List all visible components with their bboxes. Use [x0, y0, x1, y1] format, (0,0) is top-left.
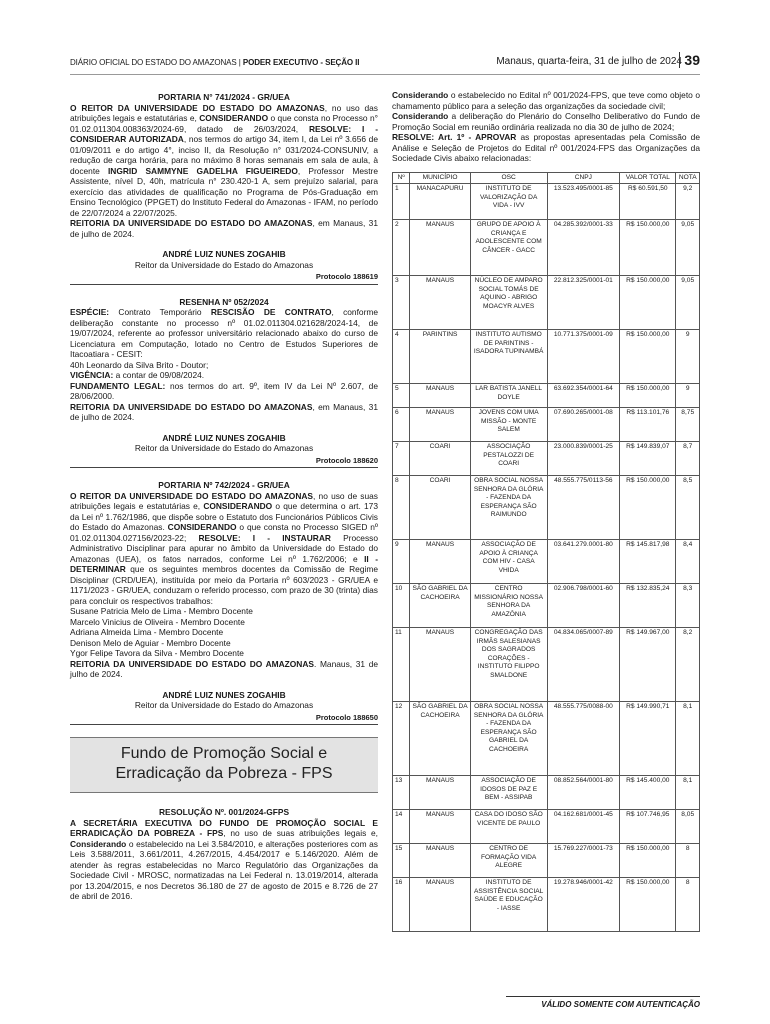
osc-approval-table: [392, 172, 700, 933]
cell-cnpj: 07.690.265/0001-08: [547, 408, 620, 442]
text: o estabelecido na Lei 3.584/2010, e alterações posteriores com as Leis 3.588/2011, 3.661/2011, 4.267/2015, 4.454/2017 e 5.146/2020. Além de atender às regras estabelecidas no Marco Regulatório das Organizações da Sociedade Civil - MROSC, normatizadas na Lei Federal n. 13.019/2014, alterada por 13.204/2015, e nos Decretos 36.180 de 27 de agosto de 2015 e 8.726 de 27 de abril de 2016.: [70, 838, 378, 901]
authentication-footer: VÁLIDO SOMENTE COM AUTENTICAÇÃO: [506, 996, 700, 1009]
text-bold: CONSIDERANDO: [199, 113, 269, 123]
cell-nota: 8: [676, 878, 700, 932]
cell-number: 12: [393, 702, 410, 776]
table-row: [393, 584, 700, 628]
cell-valor: R$ 113.101,76: [620, 408, 676, 442]
protocol-number: Protocolo 188650: [70, 713, 378, 726]
considerando-1: [392, 90, 700, 111]
cell-number: 8: [393, 476, 410, 540]
cell-municipio: MANAUS: [410, 384, 470, 408]
resenha-052-fundamento: [70, 381, 378, 402]
resolucao-001-body: [70, 818, 378, 902]
text-bold: REITORIA DA UNIVERSIDADE DO ESTADO DO AMAZONAS: [70, 218, 313, 228]
cell-number: 4: [393, 330, 410, 384]
table-row: [393, 330, 700, 384]
col-header-osc: OSC: [470, 172, 547, 184]
cell-number: 10: [393, 584, 410, 628]
cell-osc: CENTRO DE FORMAÇÃO VIDA ALEGRE: [470, 844, 547, 878]
cell-municipio: MANAUS: [410, 408, 470, 442]
cell-nota: 8,5: [676, 476, 700, 540]
cell-municipio: MANAUS: [410, 220, 470, 276]
text: o que determina o art. 173 da Lei nº 1.762/1986, que dispõe sobre o Estatuto dos Funcionários Públicos Civis do Estado do Amazonas.: [70, 501, 378, 532]
portaria-742-closing: [70, 659, 378, 680]
cell-cnpj: 04.285.392/0001-33: [547, 220, 620, 276]
cell-osc: OBRA SOCIAL NOSSA SENHORA DA GLÓRIA - FAZENDA DA ESPERANÇA SÃO GABRIEL DA CACHOEIRA: [470, 702, 547, 776]
resolve-art1: [392, 132, 700, 164]
cell-cnpj: 15.769.227/0001-73: [547, 844, 620, 878]
member-line: Ygor Felipe Tavora da Silva - Membro Docente: [70, 648, 244, 658]
col-header-municipio: MUNICÍPIO: [410, 172, 470, 184]
cell-osc: CENTRO MISSIONÁRIO NOSSA SENHORA DA AMAZÔNIA: [470, 584, 547, 628]
table-row: [393, 540, 700, 584]
cell-cnpj: 19.278.946/0001-42: [547, 878, 620, 932]
signer-name: ANDRÉ LUIZ NUNES ZOGAHIB: [162, 432, 286, 443]
cell-osc: ASSOCIAÇÃO DE APOIO À CRIANÇA COM HIV - CASA VHIDA: [470, 540, 547, 584]
cell-cnpj: 63.692.354/0001-64: [547, 384, 620, 408]
text-bold: INGRID SAMMYNE GADELHA FIGUEIREDO: [107, 165, 298, 176]
cell-nota: 8,1: [676, 776, 700, 810]
text: , em Manaus, 31 de julho de 2024.: [70, 401, 378, 422]
cell-number: 9: [393, 540, 410, 584]
cell-municipio: SÃO GABRIEL DA CACHOEIRA: [410, 702, 470, 776]
cell-cnpj: 02.906.798/0001-60: [547, 584, 620, 628]
fps-title-line2: Erradicação da Pobreza - FPS: [115, 765, 333, 782]
cell-municipio: MANAUS: [410, 810, 470, 844]
table-row: [393, 220, 700, 276]
col-header-cnpj: CNPJ: [547, 172, 620, 184]
cell-number: 3: [393, 276, 410, 330]
text-bold: Considerando: [392, 111, 449, 121]
cell-osc: OBRA SOCIAL NOSSA SENHORA DA GLÓRIA - FAZENDA DA ESPERANÇA SÃO RAIMUNDO: [470, 476, 547, 540]
protocol-number: Protocolo 188620: [70, 456, 378, 469]
cell-valor: R$ 150.000,00: [620, 276, 676, 330]
portaria-741-body: [70, 103, 378, 219]
text: a contar de 09/08/2024.: [113, 370, 205, 380]
cell-number: 13: [393, 776, 410, 810]
cell-number: 11: [393, 628, 410, 702]
cell-number: 2: [393, 220, 410, 276]
cell-cnpj: 08.852.564/0001-80: [547, 776, 620, 810]
text-bold: VIGÊNCIA:: [70, 370, 114, 380]
col-header-valor: VALOR TOTAL: [620, 172, 676, 184]
cell-nota: 8,05: [676, 810, 700, 844]
table-row: [393, 878, 700, 932]
journal-section: PODER EXECUTIVO - SEÇÃO II: [242, 58, 360, 67]
page-header: [70, 50, 700, 78]
cell-osc: ASSOCIAÇÃO DE IDOSOS DE PAZ E BEM - ASSIPAB: [470, 776, 547, 810]
cell-municipio: MANAUS: [410, 776, 470, 810]
text: a deliberação do Plenário do Conselho Deliberativo do Fundo de Promoção Social em reunião ordinária realizada no dia 30 de julho de 2024;: [392, 111, 700, 132]
cell-municipio: MANAUS: [410, 540, 470, 584]
table-row: [393, 476, 700, 540]
cell-municipio: MANAUS: [410, 844, 470, 878]
cell-nota: 8,7: [676, 442, 700, 476]
table-row: [393, 276, 700, 330]
cell-municipio: COARI: [410, 442, 470, 476]
cell-cnpj: 10.771.375/0001-09: [547, 330, 620, 384]
cell-number: 5: [393, 384, 410, 408]
cell-cnpj: 04.834.065/0007-89: [547, 628, 620, 702]
text-bold: RESCISÃO DE CONTRATO: [210, 307, 332, 317]
member-line: Marcelo Vinicius de Oliveira - Membro Docente: [70, 616, 245, 627]
signer-name: ANDRÉ LUIZ NUNES ZOGAHIB: [162, 689, 286, 700]
text-bold: O REITOR DA UNIVERSIDADE DO ESTADO DO AMAZONAS: [70, 102, 325, 113]
cell-nota: 8,75: [676, 408, 700, 442]
text-bold: Considerando: [70, 838, 127, 849]
protocol-number: Protocolo 188619: [70, 272, 378, 285]
cell-osc: ASSOCIAÇÃO PESTALOZZI DE COARI: [470, 442, 547, 476]
cell-valor: R$ 107.746,95: [620, 810, 676, 844]
resenha-052-title: RESENHA Nº 052/2024: [179, 296, 269, 307]
signer-name: ANDRÉ LUIZ NUNES ZOGAHIB: [162, 249, 286, 259]
text: Processo Administrativo Disciplinar para apurar no âmbito da Universidade do Estado do Amazonas (UEA), os fatos narrados, conforme Lei nº 1.762/2006; e: [70, 532, 378, 564]
text: que os seguintes membros docentes da Comissão de Regime Disciplinar (CRD/UEA), instituída por meio da Portaria nº 603/2023 - GR/UEA e 1171/2023 - GR/UEA, conduzam o referido processo, com prazo de 30 (trinta) dias para concluir os respectivos trabalhos:: [70, 564, 378, 606]
cell-valor: R$ 150.000,00: [620, 220, 676, 276]
table-row: [393, 810, 700, 844]
fps-section-banner: [70, 737, 378, 793]
text-bold: REITORIA DA UNIVERSIDADE DO ESTADO DO AMAZONAS: [70, 401, 313, 412]
cell-valor: R$ 145.817,98: [620, 540, 676, 584]
text-bold: RESOLVE: I - CONSIDERAR AUTORIZADA: [70, 123, 378, 144]
cell-number: 16: [393, 878, 410, 932]
resenha-052-closing: [70, 402, 378, 423]
cell-number: 15: [393, 844, 410, 878]
table-row: [393, 628, 700, 702]
table-row: [393, 442, 700, 476]
cell-cnpj: 04.162.681/0001-45: [547, 810, 620, 844]
text-bold: RESOLVE: I - INSTAURAR: [198, 532, 331, 543]
member-line: Adriana Almeida Lima - Membro Docente: [70, 627, 224, 637]
text-bold: CONSIDERANDO: [167, 522, 237, 532]
cell-valor: R$ 149.839,07: [620, 442, 676, 476]
text: as propostas apresentadas pela Comissão de Análise e Seleção de Projetos do Edital nº 001/2024-FPS das Organizações da Sociedade Civis abaixo relacionadas:: [392, 132, 700, 163]
cell-municipio: MANAUS: [410, 628, 470, 702]
cell-valor: R$ 149.967,00: [620, 628, 676, 702]
cell-number: 1: [393, 184, 410, 220]
text-bold: A SECRETÁRIA EXECUTIVA DO FUNDO DE PROMOÇÃO SOCIAL E ERRADICAÇÃO DA POBREZA - FPS: [70, 817, 378, 838]
cell-nota: 8,4: [676, 540, 700, 584]
text-bold: RESOLVE: Art. 1º - APROVAR: [392, 132, 517, 142]
portaria-742-title: PORTARIA Nº 742/2024 - GR/UEA: [158, 480, 290, 490]
cell-valor: R$ 150.000,00: [620, 384, 676, 408]
cell-valor: R$ 149.990,71: [620, 702, 676, 776]
cell-cnpj: 48.555.775/0113-56: [547, 476, 620, 540]
header-divider: [70, 74, 700, 75]
col-header-number: Nº: [393, 172, 410, 184]
cell-valor: R$ 60.591,50: [620, 184, 676, 220]
cell-cnpj: 03.641.279.0001-80: [547, 540, 620, 584]
text: . Manaus, 31 de julho de 2024.: [70, 658, 379, 679]
table-row: [393, 776, 700, 810]
text: , no uso de suas atribuições legais e,: [223, 828, 378, 838]
cell-cnpj: 23.000.839/0001-25: [547, 442, 620, 476]
cell-cnpj: 13.523.495/0001-85: [547, 184, 620, 220]
cell-osc: GRUPO DE APOIO À CRIANÇA E ADOLESCENTE COM CÂNCER - GACC: [470, 220, 547, 276]
cell-number: 6: [393, 408, 410, 442]
text-bold: CONSIDERANDO: [203, 501, 273, 511]
page-number: 39: [679, 52, 700, 68]
cell-nota: 8: [676, 844, 700, 878]
right-column: [392, 90, 700, 932]
text: , no uso de suas atribuições legais e estatutárias e,: [70, 490, 378, 511]
cell-municipio: PARINTINS: [410, 330, 470, 384]
cell-valor: R$ 132.835,24: [620, 584, 676, 628]
cell-osc: CASA DO IDOSO SÃO VICENTE DE PAULO: [470, 810, 547, 844]
cell-valor: R$ 150.000,00: [620, 330, 676, 384]
issue-date: Manaus, quarta-feira, 31 de julho de 2024: [496, 56, 682, 67]
table-row: [393, 184, 700, 220]
cell-municipio: SÃO GABRIEL DA CACHOEIRA: [410, 584, 470, 628]
journal-title: DIÁRIO OFICIAL DO ESTADO DO AMAZONAS |: [70, 58, 243, 67]
cell-municipio: MANAUS: [410, 276, 470, 330]
cell-nota: 8,1: [676, 702, 700, 776]
resolucao-001-title: RESOLUÇÃO Nº. 001/2024-GFPS: [158, 807, 290, 817]
text-bold: REITORIA DA UNIVERSIDADE DO ESTADO DO AMAZONAS: [70, 658, 314, 669]
cell-osc: INSTITUTO DE ASSISTÊNCIA SOCIAL SAÚDE E EDUCAÇÃO - IASSE: [470, 878, 547, 932]
cell-osc: NÚCLEO DE AMPARO SOCIAL TOMÁS DE AQUINO - ABRIGO MOACYR ALVES: [470, 276, 547, 330]
table-row: [393, 844, 700, 878]
cell-municipio: MANACAPURU: [410, 184, 470, 220]
left-column: [70, 92, 378, 902]
resenha-052-especie: [70, 307, 378, 360]
cell-nota: 9: [676, 330, 700, 384]
cell-valor: R$ 150.000,00: [620, 878, 676, 932]
journal-name: [70, 58, 359, 67]
text: , em Manaus, 31 de julho de 2024.: [70, 218, 378, 239]
table-row: [393, 408, 700, 442]
text: o que consta no Processo SIGED nº 01.02.011304.027156/2023-22;: [70, 522, 378, 543]
cell-valor: R$ 150.000,00: [620, 844, 676, 878]
considerando-2: [392, 111, 700, 132]
text-bold: Considerando: [392, 90, 449, 100]
text-bold: ESPÉCIE:: [70, 307, 110, 317]
text: o estabelecido no Edital nº 001/2024-FPS, que teve como objeto o chamamento público para a seleção das organizações da sociedade civil;: [392, 90, 700, 111]
member-line: Denison Melo de Aguiar - Membro Docente: [70, 637, 231, 648]
cell-nota: 8,2: [676, 628, 700, 702]
col-header-nota: NOTA: [676, 172, 700, 184]
text: o que consta no Processo n° 01.02.011304.008363/2024-69, datado de 26/03/2024,: [70, 113, 378, 134]
cell-osc: LAR BATISTA JANELL DOYLE: [470, 384, 547, 408]
cell-cnpj: 22.812.325/0001-01: [547, 276, 620, 330]
signer-role: Reitor da Universidade do Estado do Amazonas: [134, 700, 314, 710]
cell-municipio: COARI: [410, 476, 470, 540]
portaria-741-closing: [70, 218, 378, 239]
cell-valor: R$ 150.000,00: [620, 476, 676, 540]
portaria-741-title: PORTARIA N° 741/2024 - GR/UEA: [158, 92, 290, 102]
cell-number: 7: [393, 442, 410, 476]
text-bold: O REITOR DA UNIVERSIDADE DO ESTADO DO AMAZONAS: [70, 490, 314, 501]
text: , no uso das atribuições legais e estatutárias e,: [70, 102, 378, 123]
signer-role: Reitor da Universidade do Estado do Amazonas: [134, 259, 314, 270]
text-bold: FUNDAMENTO LEGAL:: [70, 380, 166, 391]
signer-role: Reitor da Universidade do Estado do Amazonas: [134, 443, 314, 453]
text: , Professor Mestre Assistente, nível D, 40h, matrícula n° 230.420-1 A, sem prejuízo salarial, para exercício das atividades de qualificação no Programa de Pós-Graduação em Ensino Tecnológico (PPGET) do Instituto Federal do Amazonas - IFAM, no período de 22/07/2024 a 22/07/2025.: [70, 165, 378, 218]
portaria-742-body: [70, 491, 378, 607]
text: Contrato Temporário: [109, 307, 211, 317]
fps-title-line1: Fundo de Promoção Social e: [120, 745, 328, 762]
cell-cnpj: 48.555.775/0088-00: [547, 702, 620, 776]
text: , conforme deliberação constante no processo nº 01.02.011304.021628/2024-14, de 19/07/2024, referente ao professor universitário relacionado abaixo do curso de Licenciatura em Computação, lotado no Centro de Estudos Superiores de Itacoatiara - CESIT:: [70, 307, 378, 359]
cell-nota: 8,3: [676, 584, 700, 628]
cell-osc: JOVENS COM UMA MISSÃO - MONTE SALEM: [470, 408, 547, 442]
resenha-052-person: 40h Leonardo da Silva Brito - Doutor;: [70, 359, 209, 370]
text-bold: II - DETERMINAR: [70, 553, 378, 574]
cell-nota: 9,2: [676, 184, 700, 220]
cell-number: 14: [393, 810, 410, 844]
cell-nota: 9,05: [676, 220, 700, 276]
table-header-row: [393, 172, 700, 184]
cell-municipio: MANAUS: [410, 878, 470, 932]
cell-valor: R$ 145.400,00: [620, 776, 676, 810]
member-line: Susane Patricia Melo de Lima - Membro Docente: [70, 606, 253, 616]
table-row: [393, 384, 700, 408]
cell-osc: INSTITUTO DE VALORIZAÇÃO DA VIDA - IVV: [470, 184, 547, 220]
text: , nos termos do artigo 34, item I, da Lei nº 3.656 de 01/09/2011 e do artigo 4°, inciso II, da Resolução n° 031/2024-CONSUNIV, a redução de carga horária, para no máximo 8 horas semanais em sala de aula, à docente: [70, 134, 378, 176]
cell-osc: INSTITUTO AUTISMO DE PARINTINS - ISADORA TUPINAMBÁ: [470, 330, 547, 384]
resenha-052-vigencia: [70, 370, 378, 381]
cell-nota: 9,05: [676, 276, 700, 330]
table-row: [393, 702, 700, 776]
text: nos termos do art. 9º, item IV da Lei Nº 2.607, de 28/06/2000.: [70, 380, 378, 401]
cell-nota: 9: [676, 384, 700, 408]
cell-osc: CONGREGAÇÃO DAS IRMÃS SALESIANAS DOS SAGRADOS CORAÇÕES - INSTITUTO FILIPPO SMALDONE: [470, 628, 547, 702]
